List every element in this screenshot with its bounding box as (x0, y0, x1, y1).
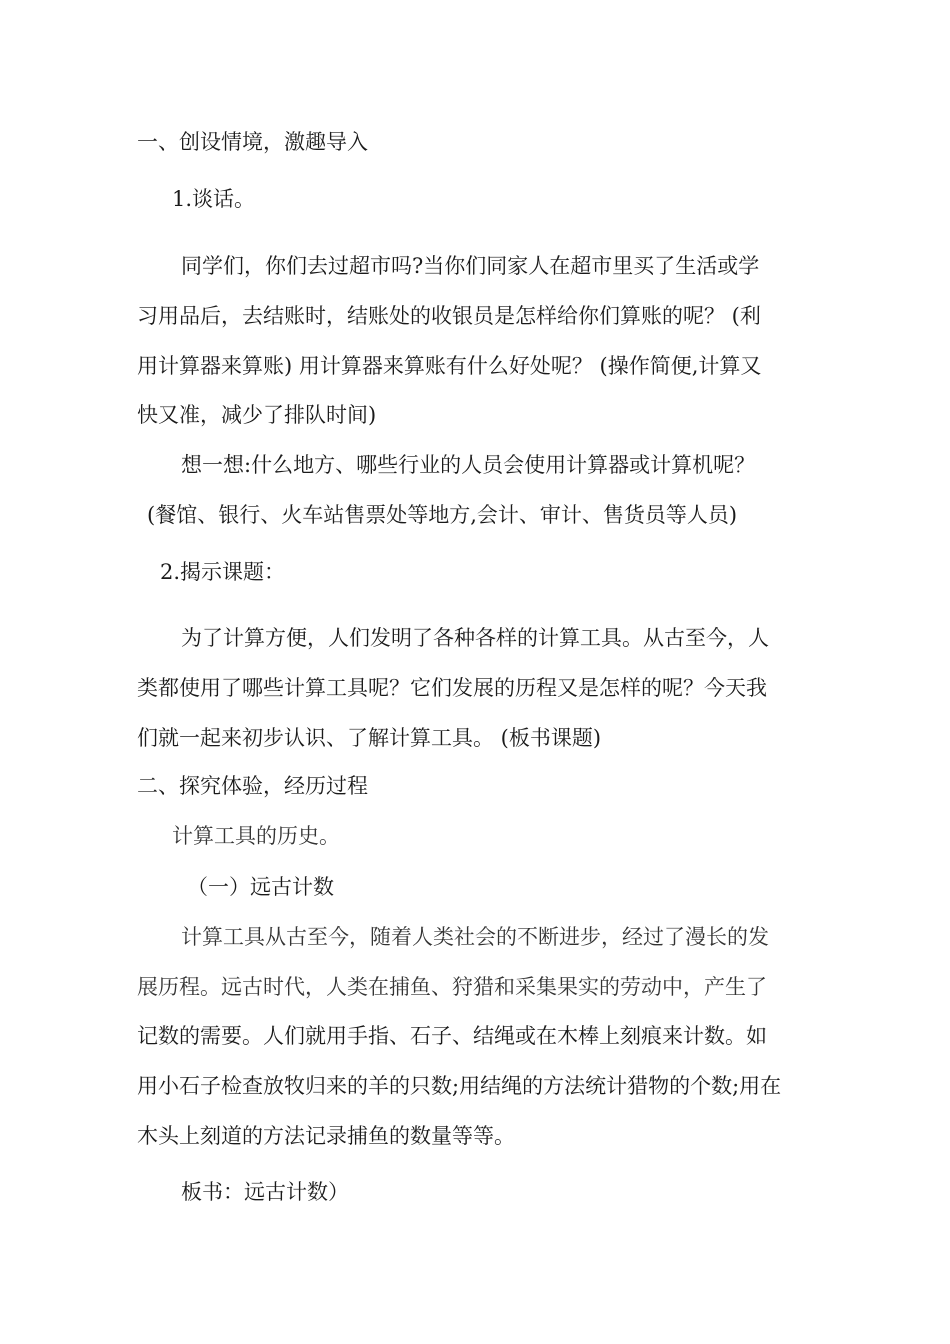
paragraph-line: 记数的需要。人们就用手指、石子、结绳或在木棒上刻痕来计数。如 (137, 1024, 767, 1048)
paragraph-line: 想一想:什么地方、哪些行业的人员会使用计算器或计算机呢？ (181, 453, 756, 477)
paragraph-line: 木头上刻道的方法记录捕鱼的数量等等。 (137, 1124, 515, 1148)
paragraph-line: 展历程。远古时代，人类在捕鱼、狩猎和采集果实的劳动中，产生了 (137, 975, 767, 999)
paragraph-line: 们就一起来初步认识、了解计算工具。 (板书课题) (137, 726, 602, 750)
section1-subheading-talk: 1.谈话。 (172, 187, 256, 211)
section1-heading: 一、创设情境，激趣导入 (137, 130, 368, 154)
paragraph-line: 为了计算方便，人们发明了各种各样的计算工具。从古至今，人 (181, 626, 769, 650)
section2-subheading-ancient: （一）远古计数 (187, 875, 334, 899)
paragraph-line: 用计算器来算账) 用计算器来算账有什么好处呢？ (操作简便,计算又 (137, 354, 762, 378)
paragraph-line: 用小石子检查放牧归来的羊的只数;用结绳的方法统计猎物的个数;用在 (137, 1074, 782, 1098)
paragraph-line: 习用品后，去结账时，结账处的收银员是怎样给你们算账的呢？ (利 (137, 304, 761, 328)
paragraph-line: 类都使用了哪些计算工具呢？它们发展的历程又是怎样的呢？今天我 (137, 676, 767, 700)
paragraph-line: 快又准，减少了排队时间) (137, 403, 377, 427)
section2-heading: 二、探究体验，经历过程 (137, 774, 368, 798)
paragraph-line: 计算工具从古至今，随着人类社会的不断进步，经过了漫长的发 (181, 925, 769, 949)
paragraph-line: (餐馆、银行、火车站售票处等地方,会计、审计、售货员等人员) (147, 503, 738, 527)
board-note: 板书：远古计数） (181, 1180, 349, 1204)
paragraph-line: 同学们，你们去过超市吗?当你们同家人在超市里买了生活或学 (181, 254, 760, 278)
section1-subheading-topic: 2.揭示课题： (160, 560, 286, 584)
section2-intro: 计算工具的历史。 (172, 824, 340, 848)
